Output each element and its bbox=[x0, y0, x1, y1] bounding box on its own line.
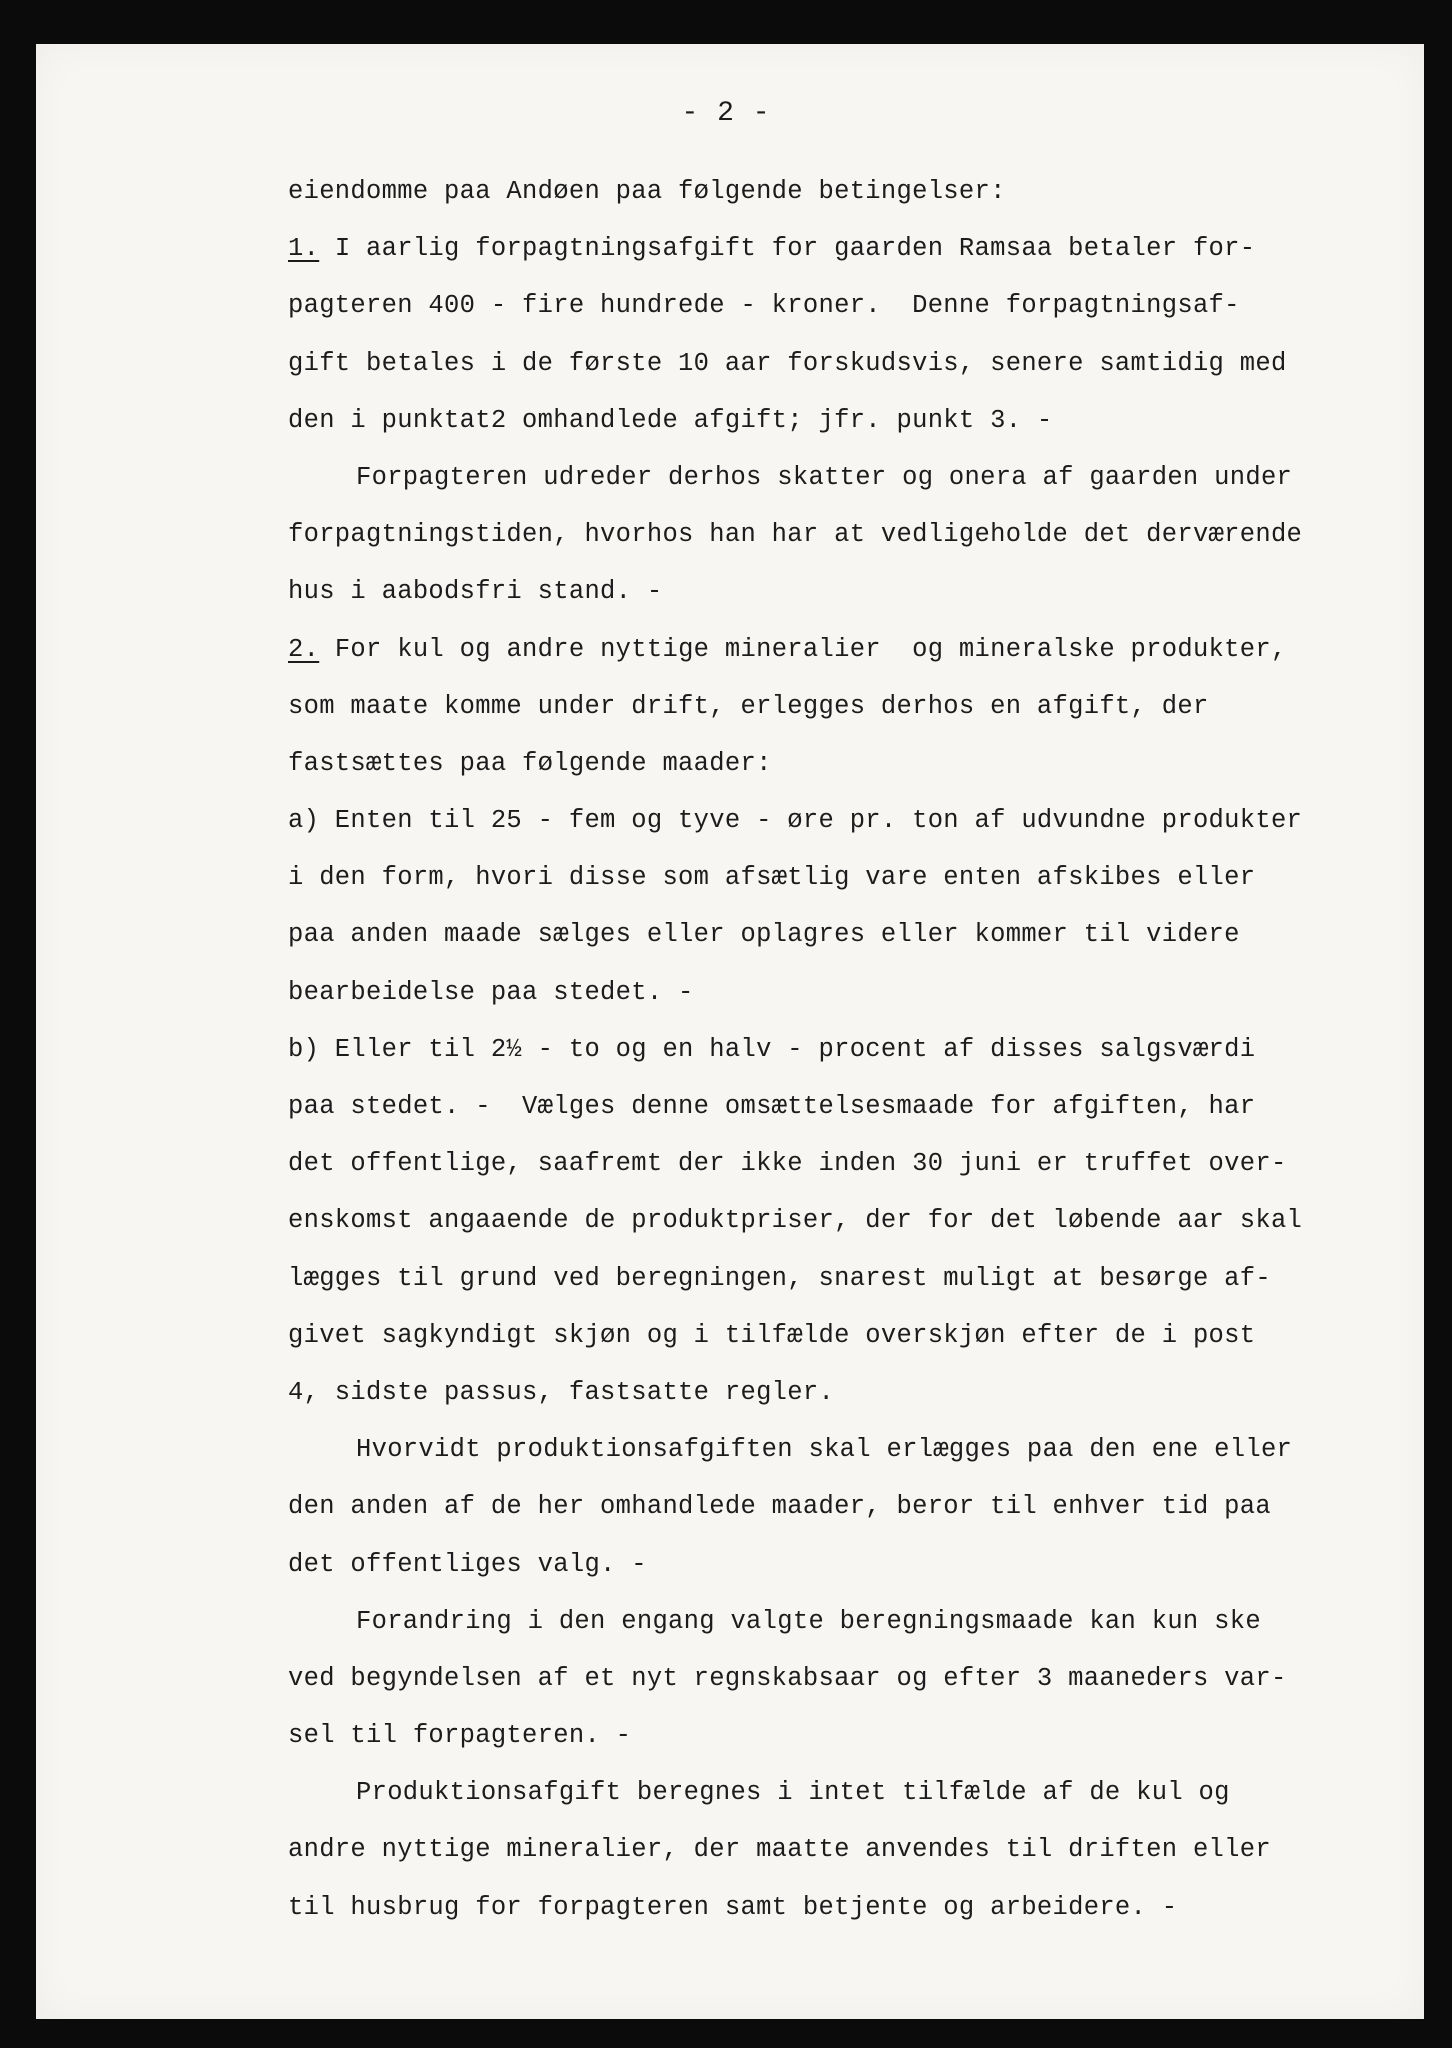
text-line bbox=[288, 1192, 1408, 1249]
text-line bbox=[288, 678, 1408, 735]
line-text: I aarlig forpagtningsafgift for gaarden Ramsaa betaler for- bbox=[319, 234, 1256, 264]
text-line bbox=[288, 277, 1408, 334]
line-text: paa stedet. - Vælges denne omsættelsesmaade for afgiften, har bbox=[288, 1092, 1256, 1121]
line-text: Forandring i den engang valgte beregningsmaade kan kun ske bbox=[356, 1606, 1261, 1636]
text-line bbox=[288, 563, 1408, 620]
line-text: paa anden maade sælges eller oplagres eller kommer til videre bbox=[288, 920, 1240, 950]
line-text: den anden af de her omhandlede maader, beror til enhver tid paa bbox=[288, 1492, 1271, 1522]
text-line bbox=[288, 621, 1408, 678]
line-text: det offentlige, saafremt der ikke inden 30 juni er truffet over- bbox=[288, 1149, 1287, 1179]
text-line bbox=[288, 1478, 1408, 1535]
text-line bbox=[288, 735, 1408, 792]
line-text: pagteren 400 - fire hundrede - kroner. Denne forpagtningsaf- bbox=[288, 291, 1240, 321]
document-body bbox=[288, 163, 1408, 1936]
page-number: - 2 - bbox=[681, 98, 771, 129]
text-line bbox=[288, 1021, 1408, 1078]
text-line bbox=[288, 220, 1408, 277]
line-text: b) Eller til 2½ - to og en halv - procent af disses salgsværdi bbox=[288, 1034, 1256, 1064]
line-text: Produktionsafgift beregnes i intet tilfælde af de kul og bbox=[356, 1778, 1230, 1808]
line-text: hus i aabodsfri stand. - bbox=[288, 577, 663, 607]
text-line bbox=[288, 849, 1408, 906]
text-line bbox=[288, 1650, 1408, 1707]
line-text: gift betales i de første 10 aar forskudsvis, senere samtidig med bbox=[288, 348, 1287, 378]
line-text: eiendomme paa Andøen paa følgende betingelser: bbox=[288, 177, 1006, 206]
line-text: sel til forpagteren. - bbox=[288, 1721, 632, 1751]
section-marker: 2. bbox=[288, 634, 320, 664]
line-text: den i punktat2 omhandlede afgift; jfr. punkt 3. - bbox=[288, 405, 1053, 435]
text-line bbox=[288, 1879, 1408, 1936]
text-line bbox=[288, 1821, 1408, 1878]
text-line bbox=[288, 906, 1408, 963]
line-text: bearbeidelse paa stedet. - bbox=[288, 977, 694, 1007]
text-line bbox=[288, 792, 1408, 849]
text-line bbox=[288, 1078, 1408, 1135]
line-text: i den form, hvori disse som afsætlig vare enten afskibes eller bbox=[288, 863, 1256, 893]
text-line bbox=[288, 163, 1408, 220]
text-line bbox=[288, 964, 1408, 1021]
text-line bbox=[288, 449, 1408, 506]
text-line bbox=[288, 335, 1408, 392]
text-line bbox=[288, 1364, 1408, 1421]
text-line bbox=[288, 1135, 1408, 1192]
line-text: For kul og andre nyttige mineralier og mineralske produkter, bbox=[319, 634, 1287, 664]
line-text: lægges til grund ved beregningen, snarest muligt at besørge af- bbox=[288, 1263, 1271, 1293]
line-text: det offentliges valg. - bbox=[288, 1549, 647, 1579]
line-text: Forpagteren udreder derhos skatter og onera af gaarden under bbox=[356, 462, 1293, 492]
text-line bbox=[288, 1593, 1408, 1650]
line-text: enskomst angaaende de produktpriser, der for det løbende aar skal bbox=[288, 1206, 1303, 1236]
text-line bbox=[288, 1707, 1408, 1764]
text-line bbox=[288, 1307, 1408, 1364]
line-text: givet sagkyndigt skjøn og i tilfælde overskjøn efter de i post bbox=[288, 1320, 1256, 1350]
line-text: til husbrug for forpagteren samt betjente og arbeidere. - bbox=[288, 1892, 1178, 1922]
section-marker: 1. bbox=[288, 234, 320, 264]
text-line bbox=[288, 506, 1408, 563]
text-line bbox=[288, 1250, 1408, 1307]
text-line bbox=[288, 1536, 1408, 1593]
text-line bbox=[288, 1764, 1408, 1821]
line-text: fastsættes paa følgende maader: bbox=[288, 748, 772, 778]
line-text: Hvorvidt produktionsafgiften skal erlægges paa den ene eller bbox=[356, 1435, 1293, 1465]
line-text: 4, sidste passus, fastsatte regler. bbox=[288, 1377, 835, 1407]
text-line bbox=[288, 392, 1408, 449]
line-text: a) Enten til 25 - fem og tyve - øre pr. ton af udvundne produkter bbox=[288, 806, 1303, 836]
line-text: som maate komme under drift, erlegges derhos en afgift, der bbox=[288, 691, 1209, 721]
text-line bbox=[288, 1421, 1408, 1478]
line-text: andre nyttige mineralier, der maatte anvendes til driften eller bbox=[288, 1835, 1271, 1865]
line-text: ved begyndelsen af et nyt regnskabsaar og efter 3 maaneders var- bbox=[288, 1663, 1287, 1693]
line-text: forpagtningstiden, hvorhos han har at vedligeholde det derværende bbox=[288, 520, 1303, 550]
